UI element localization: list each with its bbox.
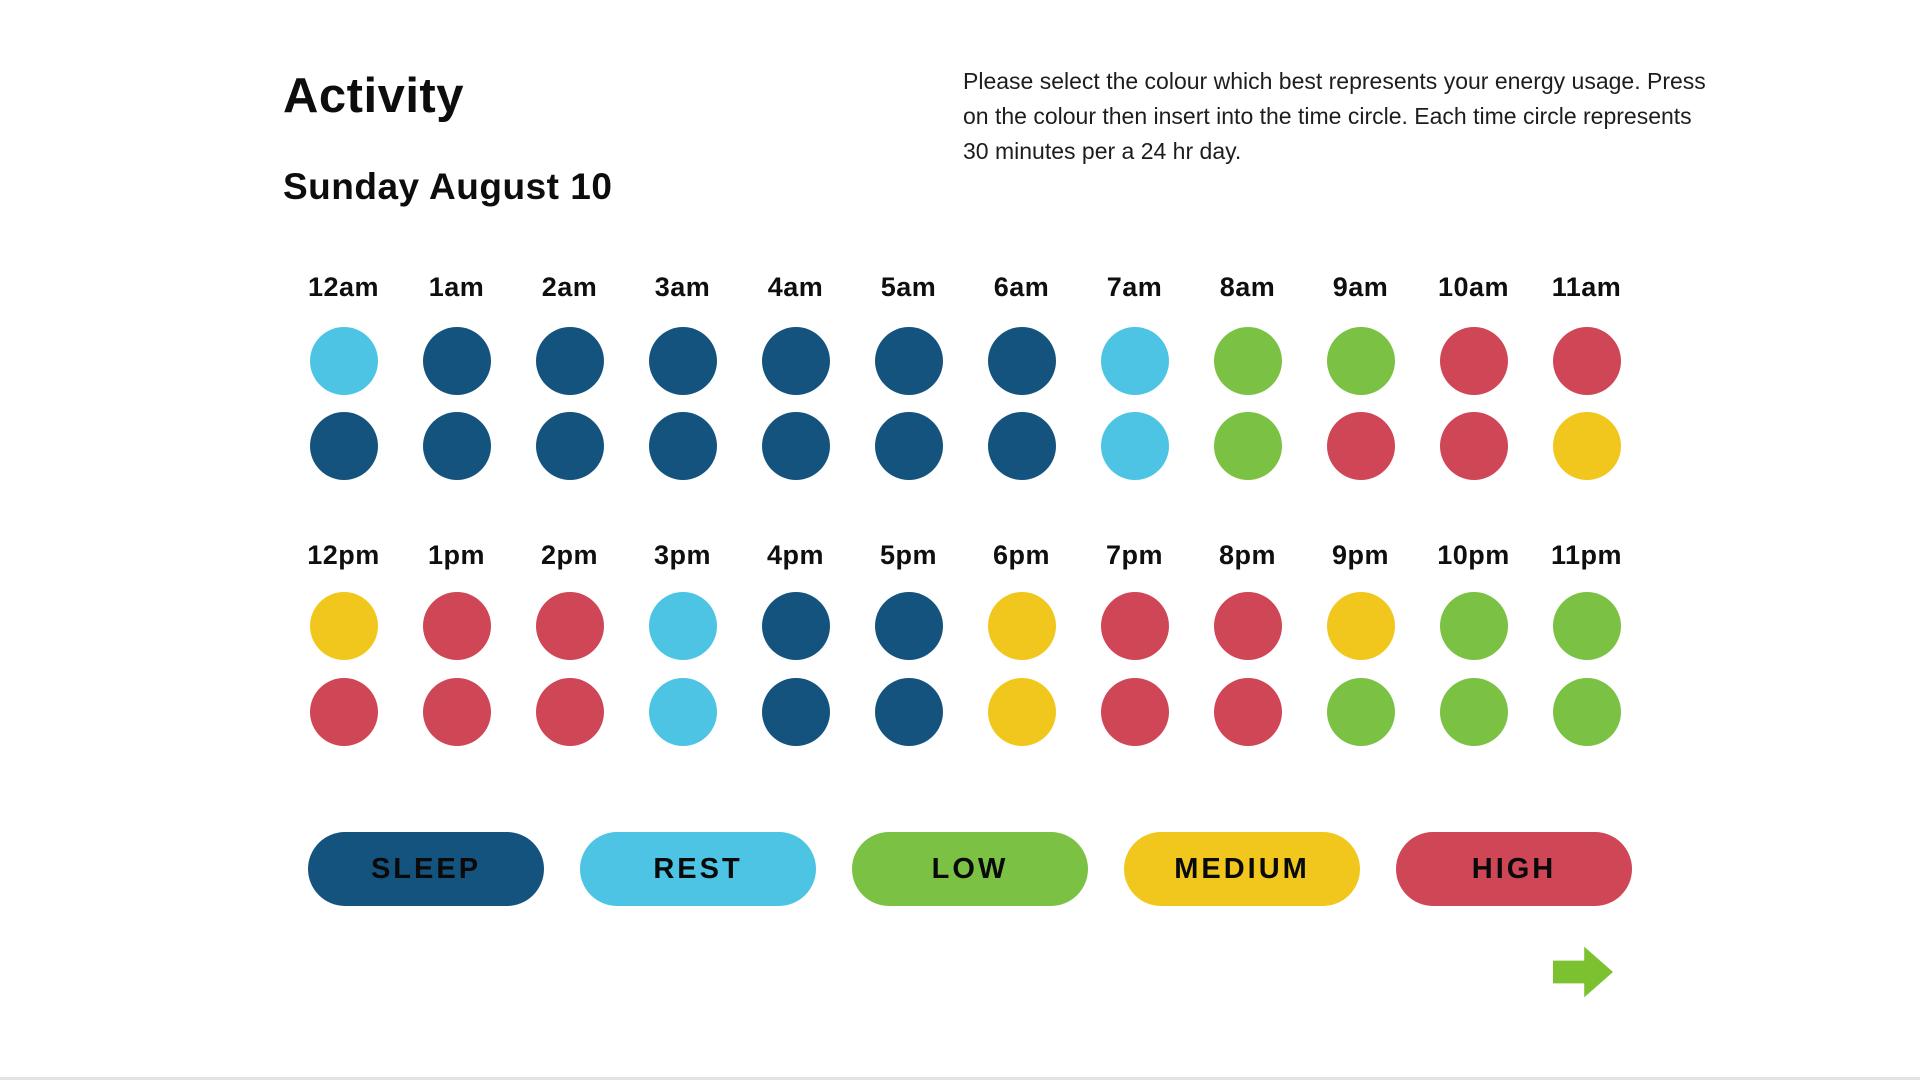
pm-hour-label-12pm: 12pm <box>307 540 380 570</box>
energy-legend <box>308 832 1632 906</box>
time-cell-12am-first-half <box>287 327 400 395</box>
time-cell-7pm-second-half <box>1078 678 1191 746</box>
time-circle-9am-first-half[interactable] <box>1327 327 1395 395</box>
time-circle-1pm-second-half[interactable] <box>423 678 491 746</box>
time-cell-7am-second-half <box>1078 412 1191 480</box>
time-cell-9pm-second-half <box>1304 678 1417 746</box>
time-cell-9am-second-half <box>1304 412 1417 480</box>
time-circle-11pm-first-half[interactable] <box>1553 592 1621 660</box>
time-cell-2pm-second-half <box>513 678 626 746</box>
time-cell-5am-second-half <box>852 412 965 480</box>
time-cell-12pm-first-half <box>287 592 400 660</box>
time-cell-12pm-second-half <box>287 678 400 746</box>
legend-low-button[interactable] <box>852 832 1088 906</box>
time-circle-7pm-first-half[interactable] <box>1101 592 1169 660</box>
time-cell-1am-second-half <box>400 412 513 480</box>
am-circles-first-half <box>287 327 1643 395</box>
time-circle-3am-first-half[interactable] <box>649 327 717 395</box>
time-circle-2pm-first-half[interactable] <box>536 592 604 660</box>
time-cell-6am-first-half <box>965 327 1078 395</box>
time-circle-5am-second-half[interactable] <box>875 412 943 480</box>
time-circle-6pm-first-half[interactable] <box>988 592 1056 660</box>
pm-hour-label-8pm: 8pm <box>1218 540 1277 570</box>
pm-hour-label-7pm: 7pm <box>1105 540 1164 570</box>
time-cell-5am-first-half <box>852 327 965 395</box>
time-circle-8am-first-half[interactable] <box>1214 327 1282 395</box>
time-circle-4am-first-half[interactable] <box>762 327 830 395</box>
am-hour-label-2am: 2am <box>541 272 598 302</box>
time-cell-4am-second-half <box>739 412 852 480</box>
time-circle-8pm-first-half[interactable] <box>1214 592 1282 660</box>
time-circle-3pm-second-half[interactable] <box>649 678 717 746</box>
time-cell-12am-second-half <box>287 412 400 480</box>
legend-high-button[interactable] <box>1396 832 1632 906</box>
am-hour-label-12am: 12am <box>307 272 380 302</box>
time-circle-12am-second-half[interactable] <box>310 412 378 480</box>
pm-hour-label-11pm: 11pm <box>1550 540 1623 570</box>
pm-hour-label-5pm: 5pm <box>879 540 938 570</box>
time-circle-9pm-second-half[interactable] <box>1327 678 1395 746</box>
time-cell-10am-first-half <box>1417 327 1530 395</box>
time-cell-9am-first-half <box>1304 327 1417 395</box>
time-cell-3am-second-half <box>626 412 739 480</box>
pm-circles-second-half <box>287 678 1643 746</box>
am-hour-label-8am: 8am <box>1219 272 1276 302</box>
time-circle-1am-first-half[interactable] <box>423 327 491 395</box>
time-circle-11am-first-half[interactable] <box>1553 327 1621 395</box>
time-cell-11am-second-half <box>1530 412 1643 480</box>
time-circle-7pm-second-half[interactable] <box>1101 678 1169 746</box>
time-circle-4pm-first-half[interactable] <box>762 592 830 660</box>
time-circle-7am-first-half[interactable] <box>1101 327 1169 395</box>
time-cell-1pm-first-half <box>400 592 513 660</box>
time-cell-8pm-first-half <box>1191 592 1304 660</box>
time-cell-3pm-first-half <box>626 592 739 660</box>
pm-circles-first-half <box>287 592 1643 660</box>
time-circle-1am-second-half[interactable] <box>423 412 491 480</box>
time-circle-4am-second-half[interactable] <box>762 412 830 480</box>
am-hour-labels <box>287 272 1643 303</box>
legend-rest-label: REST <box>653 852 743 885</box>
legend-medium-label: MEDIUM <box>1174 852 1310 885</box>
time-cell-7pm-first-half <box>1078 592 1191 660</box>
time-cell-5pm-first-half <box>852 592 965 660</box>
time-circle-2am-second-half[interactable] <box>536 412 604 480</box>
pm-hour-label-1pm: 1pm <box>427 540 486 570</box>
am-hour-label-5am: 5am <box>880 272 937 302</box>
legend-low-label: LOW <box>931 852 1009 885</box>
pm-hour-label-4pm: 4pm <box>766 540 825 570</box>
am-hour-label-9am: 9am <box>1332 272 1389 302</box>
time-cell-10pm-first-half <box>1417 592 1530 660</box>
time-circle-12am-first-half[interactable] <box>310 327 378 395</box>
time-circle-10am-second-half[interactable] <box>1440 412 1508 480</box>
time-cell-11pm-second-half <box>1530 678 1643 746</box>
am-hour-label-11am: 11am <box>1551 272 1622 302</box>
pm-hour-label-10pm: 10pm <box>1437 540 1510 570</box>
date-heading: Sunday August 10 <box>283 166 613 207</box>
am-hour-label-7am: 7am <box>1106 272 1163 302</box>
page-title: Activity <box>283 69 465 123</box>
time-circle-10am-first-half[interactable] <box>1440 327 1508 395</box>
time-cell-4am-first-half <box>739 327 852 395</box>
time-cell-1pm-second-half <box>400 678 513 746</box>
time-cell-4pm-second-half <box>739 678 852 746</box>
pm-hour-label-2pm: 2pm <box>540 540 599 570</box>
am-hour-label-1am: 1am <box>428 272 485 302</box>
time-circle-10pm-second-half[interactable] <box>1440 678 1508 746</box>
time-circle-12pm-second-half[interactable] <box>310 678 378 746</box>
time-cell-8pm-second-half <box>1191 678 1304 746</box>
time-cell-8am-second-half <box>1191 412 1304 480</box>
time-cell-11am-first-half <box>1530 327 1643 395</box>
time-circle-5pm-first-half[interactable] <box>875 592 943 660</box>
time-circle-12pm-first-half[interactable] <box>310 592 378 660</box>
time-circle-9am-second-half[interactable] <box>1327 412 1395 480</box>
am-hour-label-4am: 4am <box>767 272 824 302</box>
time-cell-6pm-second-half <box>965 678 1078 746</box>
legend-medium-button[interactable] <box>1124 832 1360 906</box>
time-cell-6am-second-half <box>965 412 1078 480</box>
pm-hour-labels <box>287 540 1643 571</box>
time-cell-10am-second-half <box>1417 412 1530 480</box>
time-circle-1pm-first-half[interactable] <box>423 592 491 660</box>
pm-hour-label-9pm: 9pm <box>1331 540 1390 570</box>
time-circle-5am-first-half[interactable] <box>875 327 943 395</box>
am-circles-second-half <box>287 412 1643 480</box>
time-circle-5pm-second-half[interactable] <box>875 678 943 746</box>
am-hour-label-3am: 3am <box>654 272 711 302</box>
time-circle-10pm-first-half[interactable] <box>1440 592 1508 660</box>
time-cell-9pm-first-half <box>1304 592 1417 660</box>
time-circle-11am-second-half[interactable] <box>1553 412 1621 480</box>
time-circle-6am-first-half[interactable] <box>988 327 1056 395</box>
legend-high-label: HIGH <box>1471 852 1557 885</box>
time-cell-2pm-first-half <box>513 592 626 660</box>
time-circle-3pm-first-half[interactable] <box>649 592 717 660</box>
time-circle-4pm-second-half[interactable] <box>762 678 830 746</box>
time-cell-3am-first-half <box>626 327 739 395</box>
pm-hour-label-3pm: 3pm <box>653 540 712 570</box>
time-cell-5pm-second-half <box>852 678 965 746</box>
time-circle-2am-first-half[interactable] <box>536 327 604 395</box>
next-arrow-icon[interactable] <box>1553 945 1613 999</box>
time-cell-2am-first-half <box>513 327 626 395</box>
time-circle-7am-second-half[interactable] <box>1101 412 1169 480</box>
time-circle-9pm-first-half[interactable] <box>1327 592 1395 660</box>
pm-hour-label-6pm: 6pm <box>992 540 1051 570</box>
time-cell-8am-first-half <box>1191 327 1304 395</box>
time-cell-2am-second-half <box>513 412 626 480</box>
time-circle-6pm-second-half[interactable] <box>988 678 1056 746</box>
time-circle-6am-second-half[interactable] <box>988 412 1056 480</box>
time-circle-2pm-second-half[interactable] <box>536 678 604 746</box>
am-hour-label-10am: 10am <box>1437 272 1510 302</box>
time-circle-8am-second-half[interactable] <box>1214 412 1282 480</box>
time-cell-4pm-first-half <box>739 592 852 660</box>
time-cell-10pm-second-half <box>1417 678 1530 746</box>
time-circle-11pm-second-half[interactable] <box>1553 678 1621 746</box>
time-cell-6pm-first-half <box>965 592 1078 660</box>
am-hour-label-6am: 6am <box>993 272 1050 302</box>
legend-sleep-button[interactable] <box>308 832 544 906</box>
legend-rest-button[interactable] <box>580 832 816 906</box>
time-circle-3am-second-half[interactable] <box>649 412 717 480</box>
legend-sleep-label: SLEEP <box>370 852 482 885</box>
time-cell-3pm-second-half <box>626 678 739 746</box>
instructions-text: Please select the colour which best represents your energy usage. Press on the colour then insert into the time circle. Each time circle represents 30 minutes per a 24 hr day. <box>963 68 1706 164</box>
time-cell-7am-first-half <box>1078 327 1191 395</box>
time-cell-1am-first-half <box>400 327 513 395</box>
time-cell-11pm-first-half <box>1530 592 1643 660</box>
time-circle-8pm-second-half[interactable] <box>1214 678 1282 746</box>
